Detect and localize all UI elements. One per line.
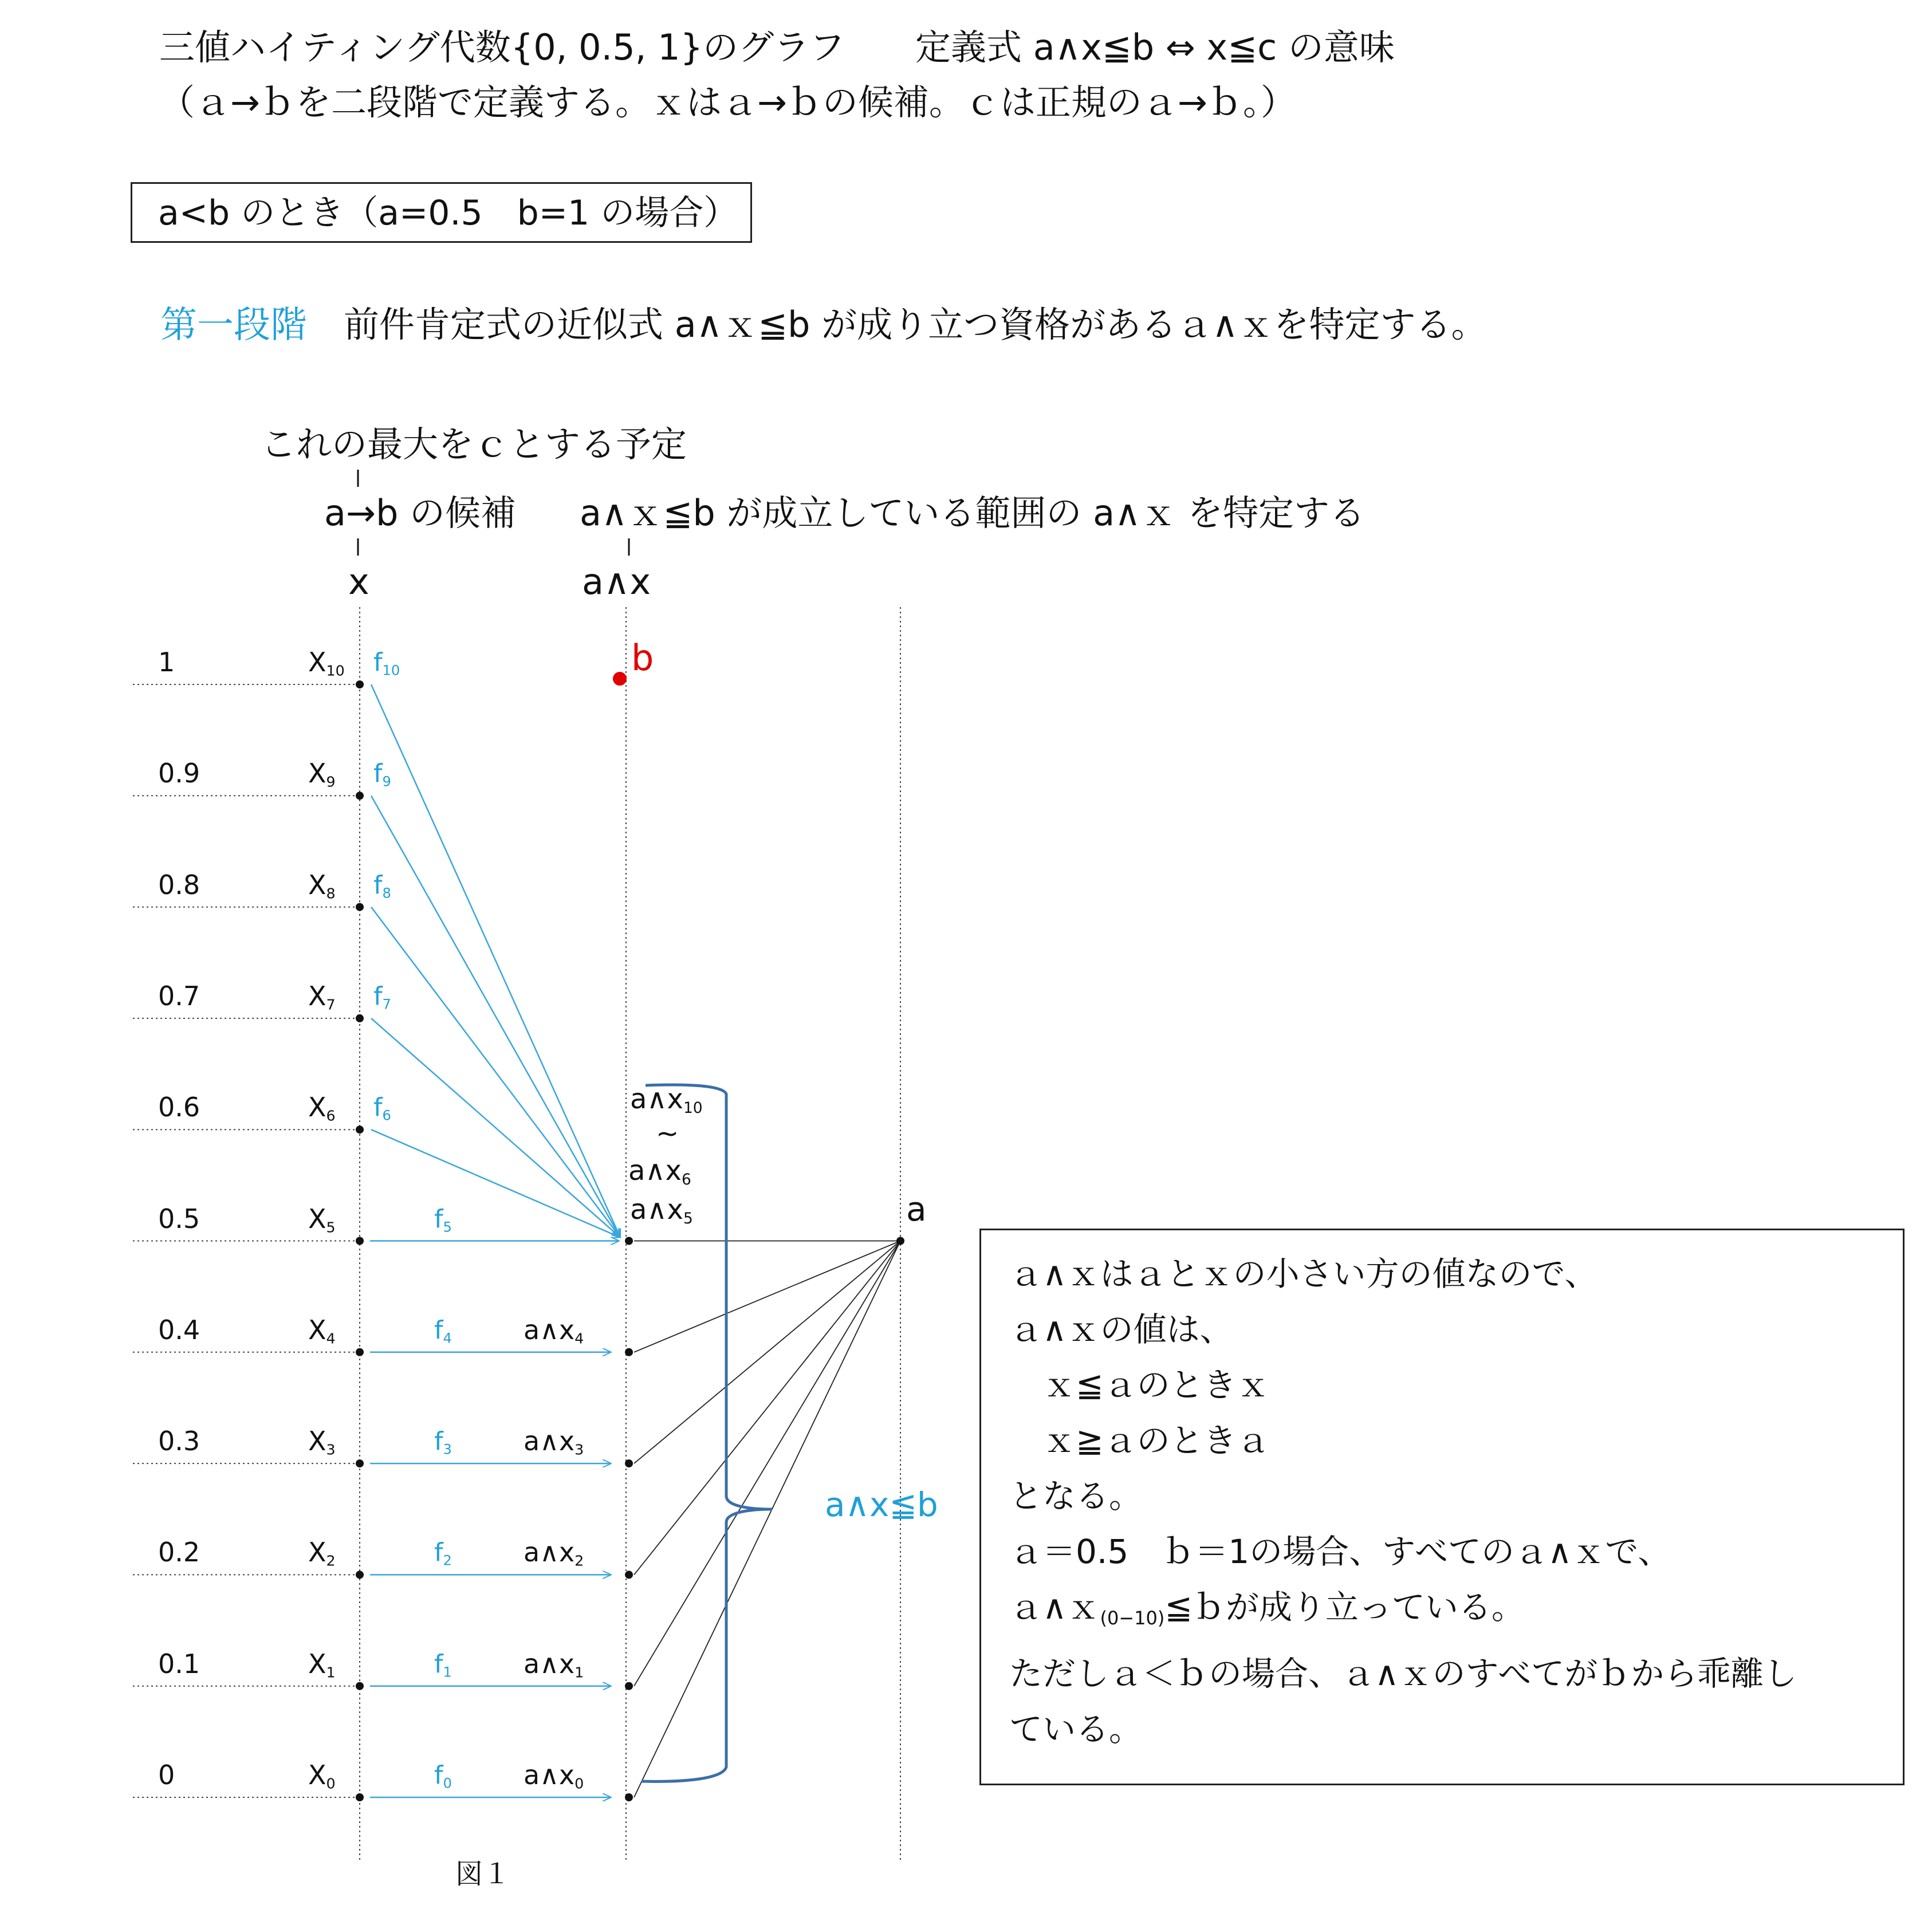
b-point <box>613 672 627 686</box>
level-value-7-main: 0.7 <box>158 980 200 1011</box>
level-value-10-main: 1 <box>158 647 175 678</box>
level-ax-3-main: a∧x <box>524 1426 575 1457</box>
arrow-f-8 <box>371 907 620 1238</box>
level-x-1-sub: 1 <box>326 1664 336 1681</box>
b-point-label: b <box>631 637 654 679</box>
level-x-3-sub: 3 <box>326 1441 336 1458</box>
level-x-7-main: X <box>308 980 326 1011</box>
level-ax-0-sub: 0 <box>575 1775 584 1792</box>
level-x-3 <box>308 1428 336 1457</box>
range-mid-label <box>628 1157 691 1187</box>
range-top-sub: 10 <box>683 1099 703 1117</box>
level-ax-2 <box>524 1539 584 1568</box>
meet-connector-3 <box>634 1241 900 1464</box>
level-f-1-sub: 1 <box>443 1663 452 1680</box>
level-ax-3 <box>524 1428 584 1457</box>
level-x-1-main: X <box>308 1648 326 1679</box>
level-f-7-sub: 7 <box>382 996 391 1013</box>
ax-axis-label: a∧x <box>582 561 651 603</box>
x-dot-8 <box>356 903 364 911</box>
stage-text: 前件肯定式の近似式 a∧ｘ≦b が成り立つ資格があるａ∧ｘを特定する。 <box>344 304 1487 345</box>
level-f-2-main: f <box>434 1538 443 1568</box>
level-x-5 <box>308 1203 336 1236</box>
title-definition: 定義式 a∧x≦b ⇔ x≦c の意味 <box>915 26 1395 68</box>
level-value-1-main: 0.1 <box>158 1648 200 1679</box>
range-x5-text: a∧x <box>630 1194 683 1226</box>
level-f-10-sub: 10 <box>382 662 400 679</box>
level-f-8-main: f <box>373 870 383 900</box>
range-top-label <box>630 1085 703 1116</box>
range-tilde: ~ <box>656 1117 679 1150</box>
level-f-9-main: f <box>373 759 383 789</box>
level-value-3-main: 0.3 <box>158 1426 200 1457</box>
level-value-6-main: 0.6 <box>158 1092 200 1123</box>
explanation-line-7-sub: (0−10) <box>1100 1607 1165 1629</box>
x-dot-5 <box>356 1237 364 1245</box>
level-ax-4-sub: 4 <box>575 1330 584 1347</box>
level-f-8-sub: 8 <box>382 884 391 901</box>
level-ax-1-sub: 1 <box>575 1664 584 1681</box>
stage-label: 第一段階 <box>160 304 307 347</box>
level-f-0-main: f <box>434 1761 443 1790</box>
arrow-f-7 <box>371 1018 620 1238</box>
brace-label: a∧x≦b <box>825 1485 938 1524</box>
candidate-label: a→b の候補 <box>324 492 517 534</box>
level-value-2-main: 0.2 <box>158 1537 200 1568</box>
x-dot-9 <box>356 792 364 800</box>
level-ax-1-main: a∧x <box>524 1648 575 1679</box>
level-value-8-main: 0.8 <box>158 869 200 900</box>
level-value-0 <box>158 1762 175 1788</box>
level-f-6-main: f <box>373 1093 383 1123</box>
ax-dot-1 <box>625 1682 633 1690</box>
range-mid-sub: 6 <box>681 1170 691 1188</box>
level-x-2 <box>308 1539 336 1568</box>
level-f-5-main: f <box>434 1204 443 1234</box>
level-value-9 <box>158 758 200 789</box>
level-x-0-main: X <box>308 1760 326 1790</box>
level-value-5-main: 0.5 <box>158 1203 200 1234</box>
title-line-2: （ａ→ｂを二段階で定義する。ｘはａ→ｂの候補。ｃは正規のａ→ｂ。） <box>159 81 1296 123</box>
x-dot-6 <box>356 1125 364 1133</box>
a-point-label: a <box>906 1190 927 1229</box>
case-label: a<b のとき（a=0.5 b=1 の場合） <box>158 193 738 233</box>
level-x-2-main: X <box>308 1537 326 1568</box>
range-x5-sub: 5 <box>683 1209 693 1227</box>
level-f-1-main: f <box>434 1649 443 1679</box>
level-x-9 <box>308 760 336 789</box>
level-x-9-main: X <box>308 758 326 789</box>
ax-dot-5 <box>625 1237 633 1245</box>
explanation-line-7-main: ａ∧ｘ <box>1009 1588 1100 1627</box>
level-f-4-sub: 4 <box>443 1330 452 1347</box>
level-ax-1 <box>524 1648 584 1681</box>
level-x-9-sub: 9 <box>326 773 336 790</box>
x-dot-3 <box>356 1459 364 1467</box>
level-f-8 <box>373 870 391 901</box>
level-x-10-main: X <box>308 647 326 678</box>
level-x-10-sub: 10 <box>326 662 345 679</box>
level-ax-4 <box>524 1314 584 1347</box>
level-f-7 <box>373 981 391 1013</box>
figure-caption: 図１ <box>455 1858 511 1890</box>
level-f-6-sub: 6 <box>382 1107 391 1124</box>
explanation-line-3: ｘ≦ａのときｘ <box>1009 1365 1270 1404</box>
level-ax-0 <box>524 1762 584 1791</box>
level-value-2 <box>158 1537 200 1568</box>
level-value-6 <box>158 1092 200 1123</box>
max-note: これの最大をｃとする予定 <box>261 423 687 465</box>
x-dot-10 <box>356 680 364 688</box>
level-f-5 <box>434 1204 452 1235</box>
level-f-3-sub: 3 <box>443 1441 452 1458</box>
level-x-2-sub: 2 <box>326 1552 336 1569</box>
ax-dot-3 <box>625 1459 633 1467</box>
level-f-4-main: f <box>434 1315 443 1345</box>
level-x-6 <box>308 1094 336 1123</box>
level-f-2-sub: 2 <box>443 1552 452 1569</box>
level-f-5-sub: 5 <box>443 1218 452 1235</box>
range-note: a∧ｘ≦b が成立している範囲の a∧ｘ を特定する <box>580 492 1366 534</box>
x-dot-2 <box>356 1571 364 1579</box>
level-f-3-main: f <box>434 1427 443 1457</box>
level-x-8-sub: 8 <box>326 885 336 902</box>
level-x-7-sub: 7 <box>326 996 336 1013</box>
level-value-0-main: 0 <box>158 1760 175 1790</box>
level-f-1 <box>434 1649 452 1680</box>
level-value-4 <box>158 1314 200 1345</box>
a-dot <box>896 1237 904 1245</box>
level-x-7 <box>308 980 336 1013</box>
level-x-1 <box>308 1648 336 1681</box>
explanation-line-7-rest: ≦ｂが成り立っている。 <box>1164 1588 1525 1627</box>
explanation-line-7 <box>1009 1580 1797 1646</box>
explanation-line-9: ている。 <box>1009 1710 1143 1749</box>
meet-connector-1 <box>634 1241 900 1686</box>
explanation-line-8: ただしａ＜ｂの場合、ａ∧ｘのすべてがｂから乖離し <box>1009 1654 1797 1693</box>
level-ax-4-main: a∧x <box>524 1314 575 1345</box>
meet-connector-2 <box>634 1241 900 1575</box>
level-f-3 <box>434 1429 452 1456</box>
level-value-5 <box>158 1203 200 1234</box>
level-x-6-main: X <box>308 1092 326 1123</box>
level-x-0 <box>308 1762 336 1791</box>
level-f-4 <box>434 1315 452 1347</box>
level-value-8 <box>158 869 200 900</box>
level-f-6 <box>373 1095 391 1122</box>
level-f-9-sub: 9 <box>382 773 391 790</box>
x-dot-4 <box>356 1348 364 1356</box>
level-f-0 <box>434 1763 452 1790</box>
range-x5-label <box>630 1196 693 1226</box>
explanation-line-6: ａ＝0.5 ｂ＝1の場合、すべてのａ∧ｘで、 <box>1009 1532 1671 1571</box>
explanation-line-5: となる。 <box>1009 1477 1143 1516</box>
ax-dot-0 <box>625 1793 633 1801</box>
level-f-9 <box>373 761 391 788</box>
level-value-4-main: 0.4 <box>158 1314 200 1345</box>
level-x-10 <box>308 649 345 678</box>
level-ax-2-sub: 2 <box>575 1552 584 1569</box>
x-dot-0 <box>356 1793 364 1801</box>
level-x-4-main: X <box>308 1314 326 1345</box>
meet-connector-4 <box>634 1241 900 1352</box>
level-ax-0-main: a∧x <box>524 1760 575 1790</box>
explanation-line-2: ａ∧ｘの値は、 <box>1009 1310 1233 1349</box>
level-ax-2-main: a∧x <box>524 1537 575 1568</box>
range-brace <box>642 1085 772 1781</box>
level-x-4-sub: 4 <box>326 1330 336 1347</box>
explanation-text <box>1009 1246 1797 1757</box>
arrow-f-6 <box>371 1129 620 1237</box>
level-f-7-main: f <box>373 981 383 1011</box>
level-x-5-main: X <box>308 1203 326 1234</box>
level-x-0-sub: 0 <box>326 1775 336 1792</box>
level-x-6-sub: 6 <box>326 1107 336 1124</box>
level-x-5-sub: 5 <box>326 1219 336 1236</box>
level-value-7 <box>158 980 200 1011</box>
ax-dot-2 <box>625 1571 633 1579</box>
x-dot-1 <box>356 1682 364 1690</box>
level-value-3 <box>158 1426 200 1457</box>
level-value-1 <box>158 1648 200 1679</box>
range-top-text: a∧x <box>630 1083 683 1115</box>
range-mid-text: a∧x <box>628 1155 682 1187</box>
arrow-f-10 <box>371 684 620 1238</box>
level-x-8 <box>308 869 336 902</box>
level-x-4 <box>308 1314 336 1347</box>
level-f-10 <box>373 650 400 677</box>
level-value-10 <box>158 647 175 678</box>
level-x-3-main: X <box>308 1426 326 1457</box>
level-ax-3-sub: 3 <box>575 1441 584 1458</box>
ax-dot-4 <box>625 1348 633 1356</box>
level-f-0-sub: 0 <box>443 1775 452 1792</box>
level-x-8-main: X <box>308 869 326 900</box>
explanation-line-4: ｘ≧ａのときａ <box>1009 1421 1270 1460</box>
title-graph: 三値ハイティング代数{0, 0.5, 1}のグラフ <box>159 26 845 68</box>
level-f-2 <box>434 1540 452 1567</box>
title-line-1 <box>159 26 845 68</box>
explanation-line-1: ａ∧ｘはａとｘの小さい方の値なので、 <box>1009 1254 1598 1293</box>
level-value-9-main: 0.9 <box>158 758 200 789</box>
x-axis-label: x <box>348 561 369 603</box>
arrow-f-9 <box>371 796 620 1237</box>
level-f-10-main: f <box>373 648 383 677</box>
x-dot-7 <box>356 1014 364 1022</box>
